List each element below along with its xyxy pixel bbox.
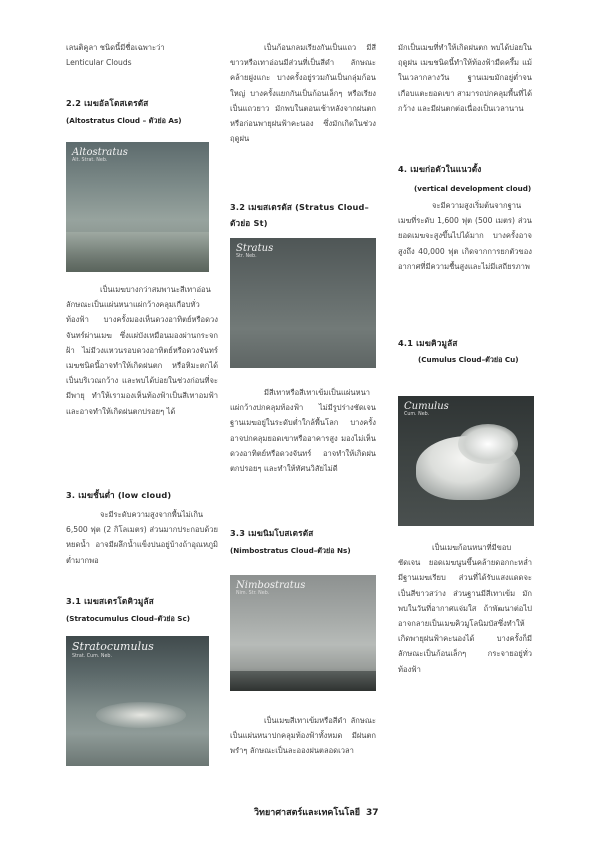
photo-horizon: [230, 671, 376, 691]
section-3-2-subtitle: ตัวย่อ St): [230, 218, 268, 228]
section-4-1-title: 4.1 เมฆคิวมูลัส: [398, 338, 458, 348]
page-footer: [254, 805, 379, 819]
photo-title: Stratus: [236, 243, 274, 254]
photo-caption: Strat. Cum. Neb.: [72, 654, 112, 659]
photo-title: Stratocumulus: [72, 640, 154, 653]
stratocumulus-photo: [66, 636, 209, 766]
section-4-subtitle: (vertical development cloud): [414, 184, 532, 193]
section-4-1-subtitle: (Cumulus Cloud–ตัวย่อ Cu): [418, 355, 519, 364]
intro-line-english: Lenticular Clouds: [66, 58, 132, 68]
section-3-title: 3. เมฆชั้นต่ำ (low cloud): [66, 490, 172, 500]
column-3-intro-text: มักเป็นเมฆที่ทำให้เกิดฝนตก พบได้บ่อยในฤดูฝน เมฆชนิดนี้ทำให้ท้องฟ้ามืดครึ้ม แม้ในเวลากลางวัน ฐานเมฆมักอยู่ต่ำจนเกือบแตะยอดเขา สามารถปกคลุมพื้นที่ได้กว้าง และมีฝนตกต่อเนื่องเป็นเวลานาน: [398, 43, 532, 113]
photo-title: Nimbostratus: [236, 580, 306, 591]
intro-text: [66, 40, 218, 70]
section-2-2-title: 2.2 เมฆอัลโตสเตรตัส: [66, 98, 149, 108]
cloud-highlight: [96, 702, 186, 728]
photo-caption: Nim. Str. Neb.: [236, 591, 270, 596]
stratus-photo: [230, 238, 376, 368]
low-cloud-description: จะมีระดับความสูงจากพื้นไม่เกิน 6,500 ฟุต (2 กิโลเมตร) ส่วนมากประกอบด้วยหยดน้ำ อาจมีผลึกน้ำแข็งปนอยู่บ้างถ้าอุณหภูมิต่ำมากพอ: [66, 510, 218, 565]
section-3-1-subtitle: (Stratocumulus Cloud–ตัวย่อ Sc): [66, 614, 190, 623]
section-3-2-title: 3.2 เมฆสเตรตัส (Stratus Cloud–: [230, 202, 369, 212]
photo-title: Cumulus: [404, 401, 449, 412]
journal-name: วิทยาศาสตร์และเทคโนโลยี: [254, 808, 361, 818]
cumulus-photo: [398, 396, 534, 526]
cumulus-cloud-top: [458, 424, 518, 464]
section-3-3-title: 3.3 เมฆนิมโบสเตรตัส: [230, 528, 314, 538]
page-number: 37: [366, 808, 379, 818]
photo-caption: Cum. Neb.: [404, 412, 430, 417]
photo-landscape: [66, 232, 209, 272]
intro-line: เลนติคูลา ชนิดนี้มีชื่อเฉพาะว่า: [66, 43, 165, 52]
altostratus-description: เป็นเมฆบางกว่าสมพานะสีเทาอ่อน ลักษณะเป็นแผ่นหนาแผ่กว้างคลุมเกือบทั่วท้องฟ้า บางครั้งมองเห็นดวงอาทิตย์หรือดวงจันทร์ผ่านเมฆ ซึ่งแผ่บังเหมือนมองผ่านกระจกฝ้า ไม่มีวงแหวนรอบดวงอาทิตย์หรือดวงจันทร์ เมฆชนิดนี้อาจทำให้เกิดฝนตก หรือหิมะตกได้เป็นบริเวณกว้าง และพบได้บ่อยในช่วงก่อนที่จะมีพายุ ทำให้เรามองเห็นท้องฟ้าเป็นสีเทาอมฟ้า และอาจทำให้เกิดฝนตกปรอยๆ ได้: [66, 285, 218, 416]
photo-title: Altostratus: [72, 147, 128, 158]
section-3-3-subtitle: (Nimbostratus Cloud–ตัวย่อ Ns): [230, 546, 351, 555]
nimbostratus-description: เป็นเมฆสีเทาเข้มหรือสีดำ ลักษณะเป็นแผ่นหนาปกคลุมท้องฟ้าทั้งหมด มีฝนตกพรำๆ ลักษณะเป็นละอองฝนตลอดเวลา: [230, 716, 376, 756]
photo-caption: Alt. Strat. Neb.: [72, 158, 108, 163]
stratus-description: มีสีเทาหรือสีเทาเข้มเป็นแผ่นหนาแผ่กว้างปกคลุมท้องฟ้า ไม่มีรูปร่างชัดเจน ฐานเมฆอยู่ในระดับต่ำใกล้พื้นโลก บางครั้งอาจปกคลุมยอดเขาหรืออาคารสูง มองไม่เห็นดวงอาทิตย์หรือดวงจันทร์ อาจทำให้เกิดฝนตกปรอยๆ และทำให้ทัศนวิสัยไม่ดี: [230, 388, 376, 474]
altostratus-photo: [66, 142, 209, 272]
vertical-cloud-description: จะมีความสูงเริ่มต้นจากฐานเมฆที่ระดับ 1,600 ฟุต (500 เมตร) ส่วนยอดเมฆจะสูงขึ้นไปได้มาก บางครั้งอาจสูงถึง 40,000 ฟุต เกิดจากการยกตัวของอากาศที่มีความชื้นสูงและไม่มีเสถียรภาพ: [398, 201, 532, 271]
section-3-1-title: 3.1 เมฆสเตรโตคิวมูลัส: [66, 596, 154, 606]
cumulus-description: เป็นเมฆก้อนหนาที่มีขอบชัดเจน ยอดเมฆนูนขึ้นคล้ายดอกกะหล่ำ มีฐานเมฆเรียบ ส่วนที่ได้รับแสงแดดจะเป็นสีขาวสว่าง ส่วนฐานมีสีเทาเข้ม มักพบในวันที่อากาศแจ่มใส ถ้าพัฒนาต่อไปอาจกลายเป็นเมฆคิวมูโลนิมบัสซึ่งทำให้เกิดพายุฝนฟ้าคะนองได้ บางครั้งก็มีลักษณะเป็นก้อนเล็กๆ กระจายอยู่ทั่วท้องฟ้า: [398, 543, 532, 674]
nimbostratus-photo: [230, 575, 376, 691]
photo-caption: Str. Neb.: [236, 254, 257, 259]
section-4-title: 4. เมฆก่อตัวในแนวตั้ง: [398, 164, 482, 174]
section-2-2-subtitle: (Altostratus Cloud – ตัวย่อ As): [66, 116, 182, 125]
altocumulus-description: เป็นก้อนกลมเรียงกันเป็นแถว มีสีขาวหรือเทาอ่อนมีส่วนที่เป็นสีดำ ลักษณะคล้ายฝูงแกะ บางครั้งอยู่รวมกันเป็นกลุ่มก้อนใหญ่ บางครั้งแยกกันเป็นก้อนเล็กๆ หรือเรียงเป็นแถวยาว มักพบในตอนเช้าหลังจากฝนตกหรือก่อนพายุฝนฟ้าคะนอง ซึ่งมักเกิดในช่วงฤดูฝน: [230, 43, 376, 144]
